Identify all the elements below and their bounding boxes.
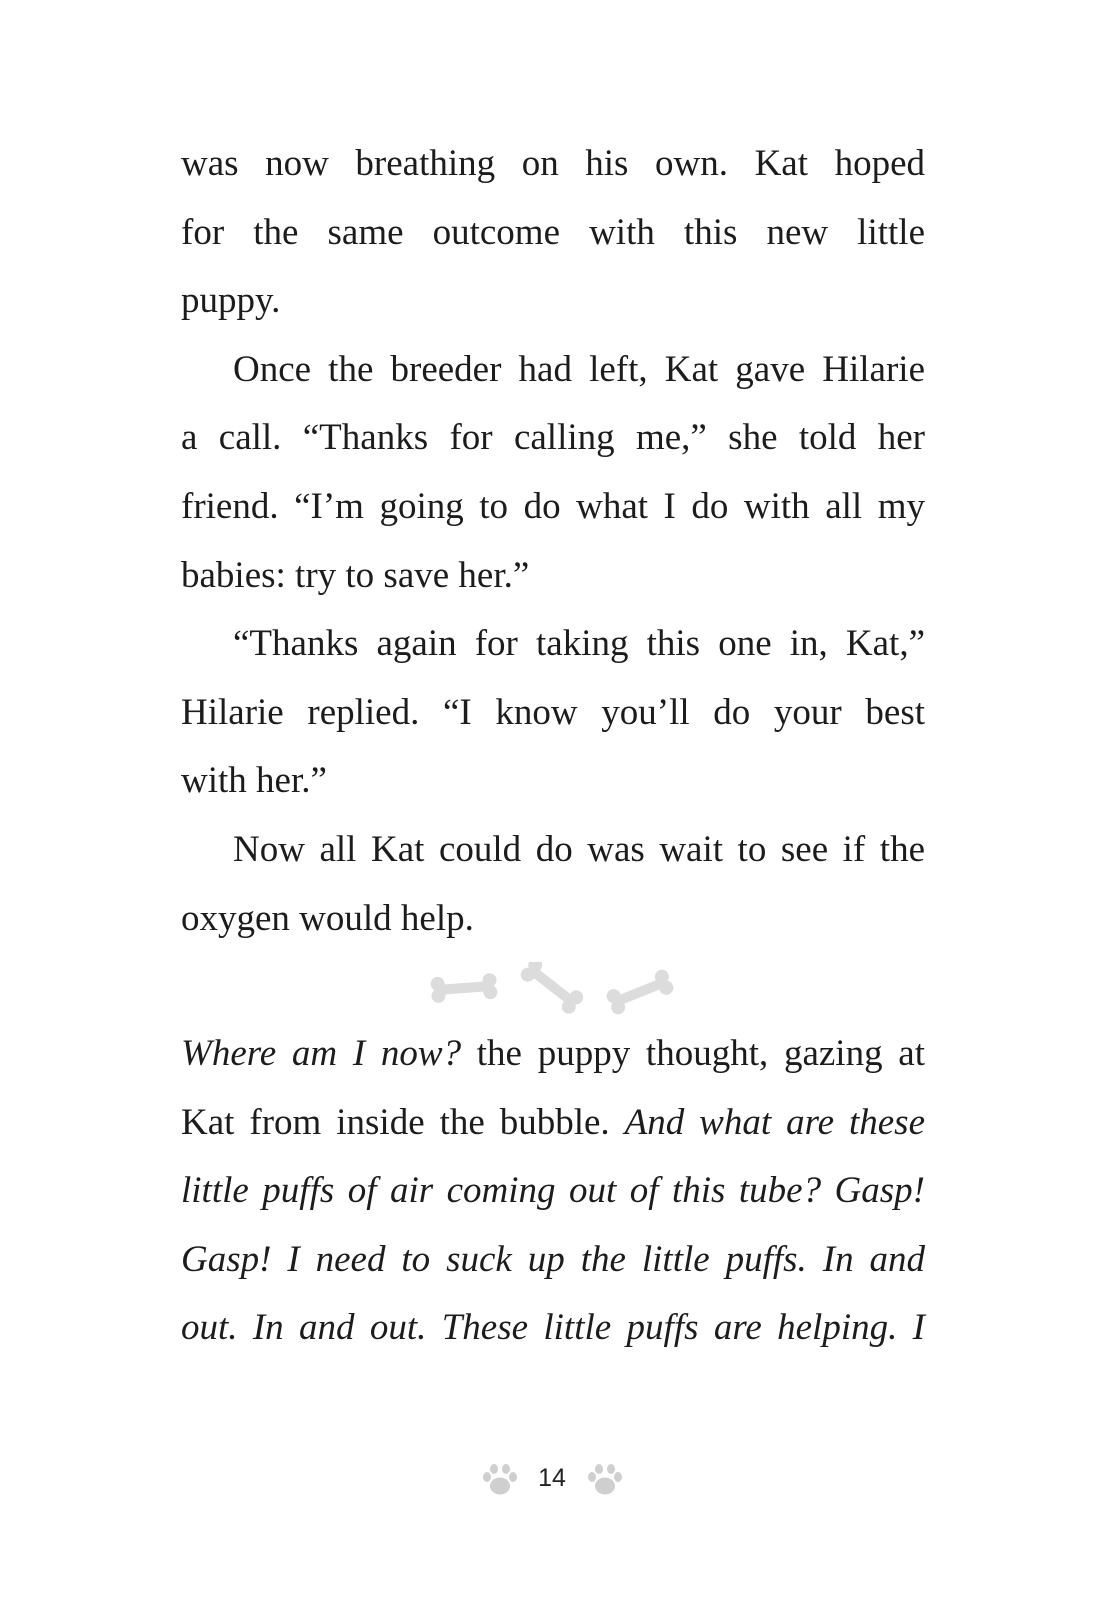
text-line: out. In and out. These little puffs are helping. I: [181, 1307, 925, 1349]
italic-thought: Where am I now?: [181, 1033, 462, 1074]
text-line: babies: try to save her.”: [181, 554, 530, 596]
text-line: [181, 1020, 925, 1089]
paw-print-icon: [585, 1462, 625, 1498]
text-line: friend. “I’m going to do what I do with all my: [181, 485, 925, 527]
text-line: oxygen would help.: [181, 897, 474, 939]
text-line: Hilarie replied. “I know you’ll do your best: [181, 691, 925, 733]
text-line: a call. “Thanks for calling me,” she told her: [181, 417, 925, 459]
italic-thought: And what are these: [624, 1101, 925, 1143]
page-footer: [0, 1458, 1101, 1504]
text-line: was now breathing on his own. Kat hoped: [181, 143, 925, 184]
text-line: Gasp! I need to suck up the little puffs. In and: [181, 1238, 925, 1280]
bone-icon: [518, 962, 586, 1017]
paw-print-icon: [480, 1462, 520, 1498]
text-line: little puffs of air coming out of this tube? Gasp!: [181, 1170, 925, 1212]
roman-text: the puppy thought, gazing at: [461, 1033, 925, 1074]
body-text-upper: [181, 130, 925, 953]
text-line: “Thanks again for taking this one in, Kat,”: [233, 623, 925, 665]
bone-icon: [605, 968, 676, 1017]
text-line: with her.”: [181, 760, 327, 802]
text-line: [181, 1089, 925, 1158]
section-break-ornament: [420, 962, 682, 1018]
text-line: for the same outcome with this new little: [181, 211, 925, 253]
text-line: Once the breeder had left, Kat gave Hilarie: [233, 348, 925, 390]
roman-text: Kat from inside the bubble.: [181, 1101, 625, 1143]
body-text-lower: [181, 1020, 925, 1363]
text-line: puppy.: [181, 280, 281, 322]
bone-icon: [430, 973, 498, 1004]
text-line: Now all Kat could do was wait to see if the: [233, 828, 925, 870]
page-number: 14: [538, 1464, 566, 1492]
